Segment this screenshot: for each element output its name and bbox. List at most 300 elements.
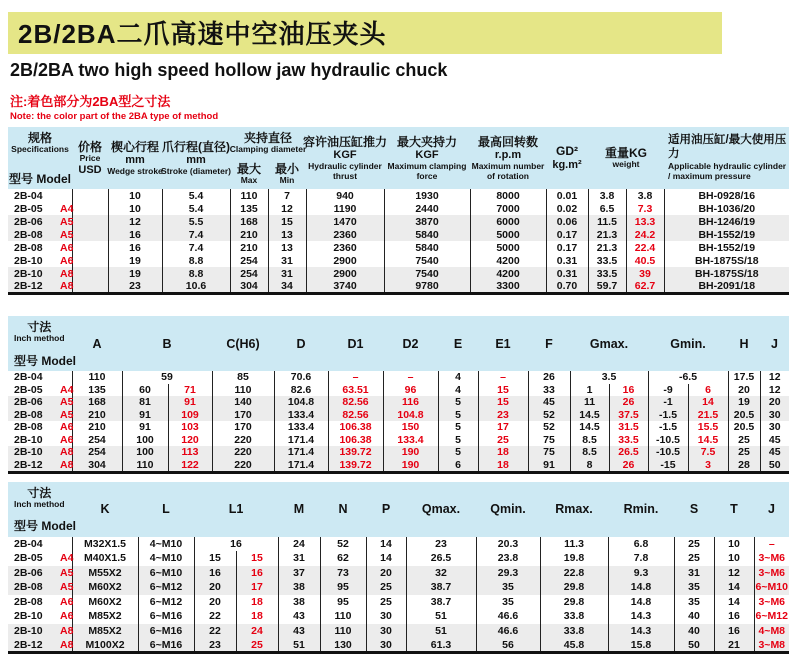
- table-cell: 304: [230, 280, 268, 294]
- column-header-weight: 重量KG weight: [588, 127, 664, 189]
- table-cell: 5.4: [162, 189, 230, 202]
- table-cell: 1930: [384, 189, 470, 202]
- table-cell: 31: [278, 551, 320, 566]
- model-name: 2B-08: [14, 595, 43, 608]
- table-cell: 95: [320, 580, 366, 595]
- model-cell: [8, 446, 72, 459]
- table-cell: 12: [760, 371, 789, 384]
- table-cell: 110: [320, 609, 366, 624]
- table-row: [8, 215, 789, 228]
- table-cell: 17: [236, 580, 278, 595]
- model-name: 2B-06: [14, 566, 43, 579]
- table-cell: 59.7: [588, 280, 626, 294]
- table-cell: 168: [72, 396, 122, 409]
- table-cell: 6~M12: [138, 595, 194, 610]
- table-cell: 6~M16: [138, 624, 194, 639]
- table-cell: 110: [320, 624, 366, 639]
- model-variant: A6: [60, 595, 74, 608]
- table-row: [8, 409, 789, 422]
- table-cell: 171.4: [274, 434, 328, 447]
- column-header-jaw-stroke: 爪行程(直径) mm Stroke (diameter): [162, 127, 230, 189]
- table-cell: 33.5: [609, 434, 648, 447]
- table-cell: 171.4: [274, 459, 328, 473]
- table-cell: 14: [688, 396, 728, 409]
- table-cell: 29.8: [540, 580, 608, 595]
- table-cell: 5840: [384, 241, 470, 254]
- table-cell: 18: [478, 446, 528, 459]
- table-cell: 32: [406, 566, 476, 581]
- table-cell: 43: [278, 609, 320, 624]
- model-cell: [8, 459, 72, 473]
- table-cell: 16: [194, 566, 236, 581]
- table-cell: 6.5: [588, 202, 626, 215]
- model-variant: A5: [60, 408, 74, 421]
- table-cell: BH-1875S/18: [664, 254, 789, 267]
- table-cell: [72, 267, 108, 280]
- table-cell: 3~M6: [754, 566, 789, 581]
- table-cell: 940: [306, 189, 384, 202]
- model-cell: [8, 396, 72, 409]
- column-header-min: 最小 Min: [274, 161, 299, 186]
- table-cell: 140: [212, 396, 274, 409]
- table-cell: 3300: [470, 280, 546, 294]
- table-cell: 5000: [470, 241, 546, 254]
- table-cell: 0.31: [546, 267, 588, 280]
- table-cell: BH-0928/16: [664, 189, 789, 202]
- model-variant: A6: [60, 254, 74, 267]
- table-cell: 254: [72, 446, 122, 459]
- table-cell: -10.5: [648, 446, 688, 459]
- table-row: [8, 551, 789, 566]
- table-cell: 4200: [470, 254, 546, 267]
- table-cell: 35: [476, 580, 540, 595]
- table-cell: 19: [728, 396, 760, 409]
- table-cell: 40: [674, 624, 714, 639]
- table-cell: 21.5: [688, 409, 728, 422]
- column-header-t: T: [714, 482, 754, 537]
- table-cell: 26: [609, 396, 648, 409]
- table-cell: 220: [212, 434, 274, 447]
- table-cell: 33.8: [540, 624, 608, 639]
- table-cell: 220: [212, 459, 274, 473]
- table-cell: 3~M6: [754, 595, 789, 610]
- table-cell: [72, 189, 108, 202]
- table-cell: 7.5: [688, 446, 728, 459]
- table-cell: 25: [478, 434, 528, 447]
- column-header-l1: L1: [194, 482, 278, 537]
- table-cell: 14.8: [608, 595, 674, 610]
- table-cell: 0.01: [546, 189, 588, 202]
- model-name: 2B-06: [14, 215, 43, 228]
- table-cell: 43: [278, 624, 320, 639]
- table-cell: 15: [236, 551, 278, 566]
- model-variant: A8: [60, 267, 74, 280]
- table-cell: 25: [728, 446, 760, 459]
- model-cell: [8, 215, 72, 228]
- table-cell: 34: [268, 280, 306, 294]
- table-cell: 11.3: [540, 537, 608, 552]
- table-cell: 5: [438, 434, 478, 447]
- table-cell: 91: [528, 459, 570, 473]
- table-cell: 37: [278, 566, 320, 581]
- table-cell: 103: [168, 421, 212, 434]
- table-cell: 7.8: [608, 551, 674, 566]
- model-label: 型号 Model: [9, 171, 71, 186]
- table-cell: 110: [122, 459, 168, 473]
- model-cell: [8, 434, 72, 447]
- model-name: 2B-04: [14, 537, 43, 550]
- table-row: [8, 267, 789, 280]
- table-cell: 9.3: [608, 566, 674, 581]
- table-cell: 8.5: [570, 446, 609, 459]
- table-cell: 135: [230, 202, 268, 215]
- table-cell: 25: [674, 537, 714, 552]
- table-cell: 10: [714, 551, 754, 566]
- table-cell: 95: [320, 595, 366, 610]
- table-row: [8, 396, 789, 409]
- column-header-rmin: Rmin.: [608, 482, 674, 537]
- table-cell: –: [478, 371, 528, 384]
- table-cell: 16: [236, 566, 278, 581]
- table-cell: 82.6: [274, 384, 328, 397]
- column-header-l: L: [138, 482, 194, 537]
- model-cell: [8, 267, 72, 280]
- model-name: 2B-08: [14, 408, 43, 421]
- table-cell: 19: [108, 267, 162, 280]
- table-cell: 2900: [306, 267, 384, 280]
- table-cell: 4~M10: [138, 537, 194, 552]
- table-row: [8, 371, 789, 384]
- table-cell: 20: [366, 566, 406, 581]
- column-header-gmax: Gmax.: [570, 316, 648, 371]
- model-cell: [8, 638, 72, 653]
- table-cell: 20: [760, 396, 789, 409]
- page-title-en: 2B/2BA two high speed hollow jaw hydraulic chuck: [10, 60, 448, 80]
- table-cell: 3.5: [570, 371, 648, 384]
- table-cell: 18: [236, 609, 278, 624]
- table-cell: 26.5: [406, 551, 476, 566]
- table-cell: 4~M8: [754, 624, 789, 639]
- table-cell: 6: [438, 459, 478, 473]
- table-cell: [72, 254, 108, 267]
- color-note-en: Note: the color part of the 2BA type of method: [10, 111, 219, 122]
- model-variant: A8: [60, 446, 74, 459]
- table-cell: 15.5: [688, 421, 728, 434]
- table-row: [8, 580, 789, 595]
- table-cell: 38: [278, 580, 320, 595]
- table-cell: 33.5: [588, 254, 626, 267]
- model-name: 2B-10: [14, 254, 43, 267]
- table-cell: 14.5: [570, 421, 609, 434]
- table-cell: 11: [570, 396, 609, 409]
- table-cell: 170: [212, 421, 274, 434]
- table-row: [8, 228, 789, 241]
- table-cell: 35: [674, 580, 714, 595]
- model-variant: A8: [60, 280, 74, 292]
- table-cell: 8.8: [162, 254, 230, 267]
- model-variant: A5: [60, 215, 74, 228]
- column-header-j: J: [760, 316, 789, 371]
- column-header-model: [8, 127, 72, 189]
- table-cell: 7540: [384, 254, 470, 267]
- table-cell: 52: [528, 421, 570, 434]
- model-name: 2B-05: [14, 552, 43, 565]
- table-cell: 11.5: [588, 215, 626, 228]
- table-cell: 38.7: [406, 580, 476, 595]
- model-cell: [8, 228, 72, 241]
- table-cell: 23: [194, 638, 236, 653]
- model-variant: A6: [60, 610, 74, 623]
- table-cell: 171.4: [274, 446, 328, 459]
- table-cell: 38: [278, 595, 320, 610]
- column-header-clamping-force: 最大夹持力 KGF Maximum clamping force: [384, 127, 470, 189]
- table-cell: 40.5: [626, 254, 664, 267]
- table-cell: 5: [438, 396, 478, 409]
- table-cell: 20: [194, 580, 236, 595]
- table-cell: 59: [122, 371, 212, 384]
- column-header-model: 寸法 Inch method 型号 Model: [8, 482, 72, 537]
- table-cell: 82.56: [328, 396, 383, 409]
- table-cell: 254: [72, 434, 122, 447]
- table-row: [8, 241, 789, 254]
- table-cell: 3~M6: [754, 551, 789, 566]
- table-cell: 133.4: [274, 421, 328, 434]
- table-cell: 10: [108, 202, 162, 215]
- table-cell: 96: [383, 384, 438, 397]
- column-header-wedge-stroke: 楔心行程 mm Wedge stroke: [108, 127, 162, 189]
- column-header-e: E: [438, 316, 478, 371]
- table-cell: -9: [648, 384, 688, 397]
- table-cell: 14: [714, 580, 754, 595]
- table-cell: 22: [194, 624, 236, 639]
- table-cell: 46.6: [476, 624, 540, 639]
- model-name: 2B-12: [14, 280, 43, 292]
- model-variant: A6: [60, 433, 74, 446]
- table-row: [8, 434, 789, 447]
- table-cell: 10: [714, 537, 754, 552]
- table-cell: [72, 280, 108, 294]
- model-variant: A5: [60, 581, 74, 594]
- table-row: [8, 638, 789, 653]
- table-row: [8, 459, 789, 473]
- table-cell: 25: [366, 580, 406, 595]
- table-cell: 110: [212, 384, 274, 397]
- column-header-hydraulic-cylinder: 适用油压缸/最大使用压力 Applicable hydraulic cylinder / maximum pressure: [664, 127, 789, 189]
- table-cell: 51: [278, 638, 320, 653]
- model-cell: [8, 202, 72, 215]
- table-cell: 6~M12: [755, 610, 788, 623]
- table-row: [8, 189, 789, 202]
- table-cell: 50: [674, 638, 714, 653]
- model-cell: [8, 384, 72, 397]
- table-cell: 120: [168, 434, 212, 447]
- table-cell: BH-1036/20: [664, 202, 789, 215]
- table-cell: [72, 202, 108, 215]
- table-cell: 190: [383, 459, 438, 473]
- model-variant: A8: [60, 624, 74, 637]
- table-cell: 113: [168, 446, 212, 459]
- table-cell: -1.5: [648, 409, 688, 422]
- inch-table-1-header-row: [8, 316, 789, 371]
- column-header-a: A: [72, 316, 122, 371]
- table-cell: 31.5: [609, 421, 648, 434]
- table-cell: 52: [320, 537, 366, 552]
- table-row: [8, 566, 789, 581]
- table-cell: 26: [528, 371, 570, 384]
- column-header-j: J: [754, 482, 789, 537]
- table-cell: 7.3: [626, 202, 664, 215]
- column-header-m: M: [278, 482, 320, 537]
- table-cell: 40: [674, 609, 714, 624]
- table-cell: 3.8: [626, 189, 664, 202]
- model-name: 2B-10: [14, 267, 43, 280]
- model-name: 2B-12: [14, 458, 43, 471]
- table-cell: 85: [212, 371, 274, 384]
- table-cell: 14.3: [608, 624, 674, 639]
- model-variant: A5: [60, 566, 74, 579]
- column-header-ch6: C(H6): [212, 316, 274, 371]
- table-cell: 21: [714, 638, 754, 653]
- table-cell: 26.5: [609, 446, 648, 459]
- table-cell: 100: [122, 446, 168, 459]
- table-cell: M85X2: [72, 609, 138, 624]
- table-cell: 45: [760, 446, 789, 459]
- column-header-s: S: [674, 482, 714, 537]
- table-cell: 3740: [306, 280, 384, 294]
- table-cell: 210: [72, 409, 122, 422]
- table-cell: –: [754, 537, 789, 552]
- model-cell: [8, 609, 72, 624]
- model-name: 2B-05: [14, 202, 43, 215]
- model-name: 2B-08: [14, 241, 43, 254]
- column-header-d: D: [274, 316, 328, 371]
- table-cell: 15: [478, 384, 528, 397]
- table-cell: 6000: [470, 215, 546, 228]
- table-cell: 31: [268, 267, 306, 280]
- table-cell: [72, 228, 108, 241]
- table-cell: 14.5: [570, 409, 609, 422]
- table-cell: 26: [609, 459, 648, 473]
- column-header-p: P: [366, 482, 406, 537]
- spec-label-cn: 规格: [27, 131, 52, 145]
- table-cell: 20.3: [476, 537, 540, 552]
- table-cell: 81: [122, 396, 168, 409]
- table-cell: 20: [728, 384, 760, 397]
- table-row: [8, 446, 789, 459]
- table-cell: 0.02: [546, 202, 588, 215]
- table-cell: 29.8: [540, 595, 608, 610]
- table-cell: 21.3: [588, 228, 626, 241]
- spec-table-header-row: [8, 127, 789, 189]
- table-cell: 104.8: [274, 396, 328, 409]
- spec-label-en: Specifications: [11, 144, 69, 155]
- column-header-clamping-diameter: 夹持直径 Clamping diameter 最大 Max 最小 Min: [230, 127, 306, 189]
- table-cell: 130: [320, 638, 366, 653]
- model-name: 2B-04: [14, 371, 43, 384]
- table-cell: 38.7: [406, 595, 476, 610]
- table-cell: 29.3: [476, 566, 540, 581]
- column-header-gd2: GD² kg.m²: [546, 127, 588, 189]
- table-cell: 60: [122, 384, 168, 397]
- table-cell: 50: [760, 459, 789, 473]
- table-cell: 133.4: [274, 409, 328, 422]
- table-cell: -6.5: [648, 371, 728, 384]
- table-cell: 20.5: [728, 421, 760, 434]
- model-name: 2B-05: [14, 383, 43, 396]
- table-cell: 56: [476, 638, 540, 653]
- table-cell: 106.38: [328, 434, 383, 447]
- table-cell: 110: [230, 189, 268, 202]
- table-cell: 3: [688, 459, 728, 473]
- table-cell: 190: [383, 446, 438, 459]
- table-cell: 82.56: [328, 409, 383, 422]
- table-cell: 35: [674, 595, 714, 610]
- table-cell: 12: [108, 215, 162, 228]
- table-cell: M85X2: [72, 624, 138, 639]
- table-cell: 16: [108, 228, 162, 241]
- table-cell: 210: [72, 421, 122, 434]
- column-header-d1: D1: [328, 316, 383, 371]
- table-cell: 6~M16: [138, 609, 194, 624]
- table-cell: 135: [72, 384, 122, 397]
- table-cell: 24: [278, 537, 320, 552]
- column-header-h: H: [728, 316, 760, 371]
- table-cell: 5840: [384, 228, 470, 241]
- table-cell: 30: [366, 624, 406, 639]
- table-cell: 3870: [384, 215, 470, 228]
- column-header-gmin: Gmin.: [648, 316, 728, 371]
- table-cell: 4: [438, 371, 478, 384]
- table-cell: 14: [366, 537, 406, 552]
- table-cell: 8: [570, 459, 609, 473]
- table-cell: M60X2: [72, 595, 138, 610]
- table-cell: 304: [72, 459, 122, 473]
- table-cell: 20: [194, 595, 236, 610]
- table-cell: 1470: [306, 215, 384, 228]
- column-header-max: 最大 Max: [236, 161, 261, 186]
- model-variant: A5: [60, 228, 74, 241]
- table-cell: 210: [230, 228, 268, 241]
- model-name: 2B-12: [14, 638, 43, 651]
- table-cell: 0.31: [546, 254, 588, 267]
- model-name: 2B-08: [14, 581, 43, 594]
- table-cell: 0.70: [546, 280, 588, 294]
- table-cell: -15: [648, 459, 688, 473]
- table-cell: 25: [674, 551, 714, 566]
- table-cell: [72, 241, 108, 254]
- table-cell: 106.38: [328, 421, 383, 434]
- table-cell: 2360: [306, 228, 384, 241]
- table-cell: 91: [122, 409, 168, 422]
- column-header-e1: E1: [478, 316, 528, 371]
- table-cell: 19: [108, 254, 162, 267]
- table-cell: 0.06: [546, 215, 588, 228]
- table-cell: 133.4: [383, 434, 438, 447]
- table-cell: 18: [478, 459, 528, 473]
- table-cell: 8000: [470, 189, 546, 202]
- column-header-qmax: Qmax.: [406, 482, 476, 537]
- model-cell: [8, 566, 72, 581]
- model-variant: A8: [60, 638, 74, 651]
- model-cell: [8, 409, 72, 422]
- table-cell: BH-2091/18: [664, 280, 789, 294]
- table-cell: [72, 215, 108, 228]
- table-cell: 25: [366, 595, 406, 610]
- table-cell: 7540: [384, 267, 470, 280]
- table-cell: 12: [760, 384, 789, 397]
- table-cell: 3~M8: [754, 638, 789, 653]
- column-header-f: F: [528, 316, 570, 371]
